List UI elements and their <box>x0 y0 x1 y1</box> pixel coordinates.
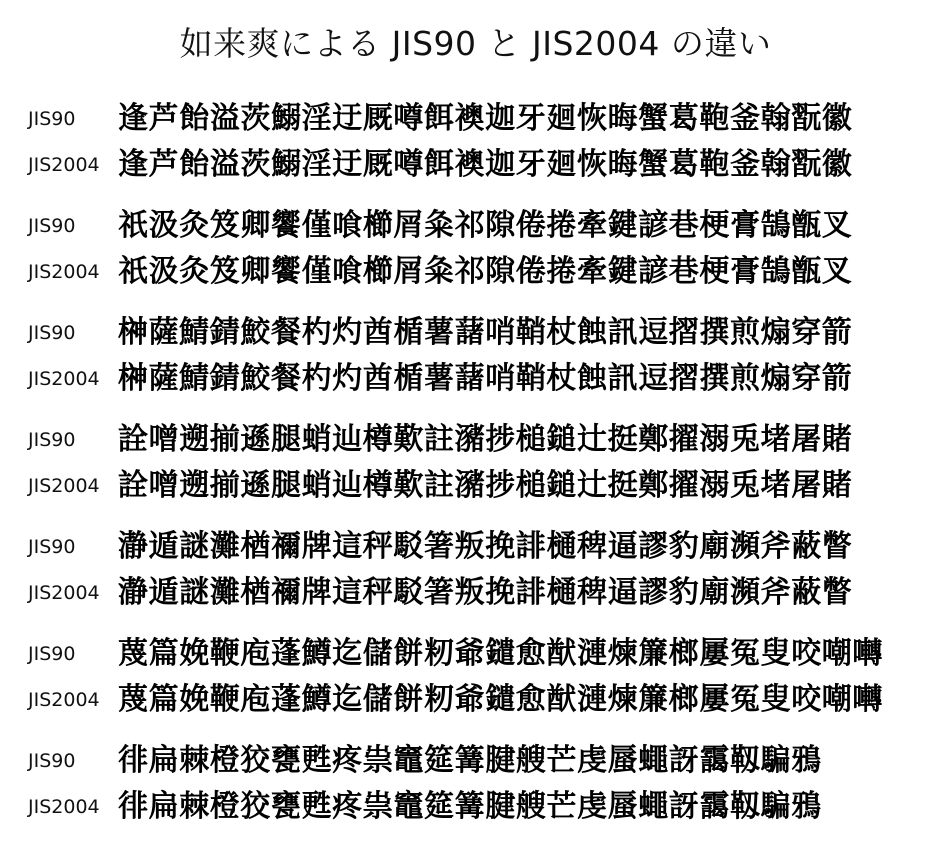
glyph-sequence-jis2004: 詮噌遡揃遜腿蛸辿樽歎註瀦捗槌鎚辻挺鄭擢溺兎堵屠賭 <box>118 468 853 503</box>
comparison-pair <box>0 417 951 524</box>
comparison-pair <box>0 96 951 203</box>
page-title: 如来爽による JIS90 と JIS2004 の違い <box>179 24 772 63</box>
glyph-sequence-jis90: 祇汲灸笈卿饗僅喰櫛屑粂祁隙倦捲牽鍵諺巷梗膏鵠甑叉 <box>118 208 853 243</box>
jis2004-row <box>0 784 951 830</box>
jis90-row <box>0 203 951 249</box>
row-label-jis2004: JIS2004 <box>28 368 100 390</box>
jis90-row <box>0 738 951 784</box>
comparison-table <box>0 96 951 845</box>
row-label-jis2004: JIS2004 <box>28 475 100 497</box>
glyph-sequence-jis2004: 瀞遁謎灘楢禰牌這秤駁箸叛挽誹樋稗逼謬豹廟瀕斧蔽瞥 <box>118 575 853 610</box>
comparison-pair <box>0 203 951 310</box>
row-label-jis2004: JIS2004 <box>28 796 100 818</box>
jis2004-row <box>0 677 951 723</box>
row-label-jis2004: JIS2004 <box>28 689 100 711</box>
comparison-pair <box>0 631 951 738</box>
jis2004-row <box>0 463 951 509</box>
comparison-pair <box>0 738 951 845</box>
row-label-jis2004: JIS2004 <box>28 154 100 176</box>
jis2004-row <box>0 356 951 402</box>
glyph-sequence-jis2004: 蔑篇娩鞭庖蓬鱒迄儲餅籾爺鑓愈猷漣煉簾榔屢冤叟咬嘲囀 <box>118 682 883 717</box>
jis90-row <box>0 96 951 142</box>
row-label-jis90: JIS90 <box>28 643 76 665</box>
glyph-sequence-jis2004: 祇汲灸笈卿饗僅喰櫛屑粂祁隙倦捲牽鍵諺巷梗膏鵠甑叉 <box>118 254 853 289</box>
row-label-jis90: JIS90 <box>28 750 76 772</box>
jis90-row <box>0 631 951 677</box>
row-label-jis90: JIS90 <box>28 215 76 237</box>
row-label-jis90: JIS90 <box>28 536 76 558</box>
glyph-sequence-jis90: 徘扁棘橙狡甕甦疼祟竈筵篝腱艘芒虔蜃蠅訝靄靱騙鴉 <box>118 743 822 778</box>
glyph-sequence-jis90: 蔑篇娩鞭庖蓬鱒迄儲餅籾爺鑓愈猷漣煉簾榔屢冤叟咬嘲囀 <box>118 636 883 671</box>
row-label-jis90: JIS90 <box>28 108 76 130</box>
jis2004-row <box>0 249 951 295</box>
row-label-jis90: JIS90 <box>28 322 76 344</box>
glyph-sequence-jis2004: 徘扁棘橙狡甕甦疼祟竈筵篝腱艘芒虔蜃蠅訝靄靱騙鴉 <box>118 789 822 824</box>
glyph-sequence-jis90: 逢芦飴溢茨鰯淫迂厩噂餌襖迦牙廻恢晦蟹葛鞄釜翰翫徽 <box>118 101 853 136</box>
glyph-sequence-jis90: 榊薩鯖錆鮫餐杓灼酋楯薯藷哨鞘杖蝕訊逗摺撰煎煽穿箭 <box>118 315 853 350</box>
jis2004-row <box>0 142 951 188</box>
glyph-sequence-jis90: 瀞遁謎灘楢禰牌這秤駁箸叛挽誹樋稗逼謬豹廟瀕斧蔽瞥 <box>118 529 853 564</box>
row-label-jis2004: JIS2004 <box>28 582 100 604</box>
comparison-pair <box>0 310 951 417</box>
row-label-jis90: JIS90 <box>28 429 76 451</box>
jis90-row <box>0 417 951 463</box>
jis90-row <box>0 310 951 356</box>
jis90-row <box>0 524 951 570</box>
row-label-jis2004: JIS2004 <box>28 261 100 283</box>
glyph-sequence-jis2004: 榊薩鯖錆鮫餐杓灼酋楯薯藷哨鞘杖蝕訊逗摺撰煎煽穿箭 <box>118 361 853 396</box>
glyph-sequence-jis90: 詮噌遡揃遜腿蛸辿樽歎註瀦捗槌鎚辻挺鄭擢溺兎堵屠賭 <box>118 422 853 457</box>
jis2004-row <box>0 570 951 616</box>
glyph-sequence-jis2004: 逢芦飴溢茨鰯淫迂厩噂餌襖迦牙廻恢晦蟹葛鞄釜翰翫徽 <box>118 147 853 182</box>
comparison-pair <box>0 524 951 631</box>
